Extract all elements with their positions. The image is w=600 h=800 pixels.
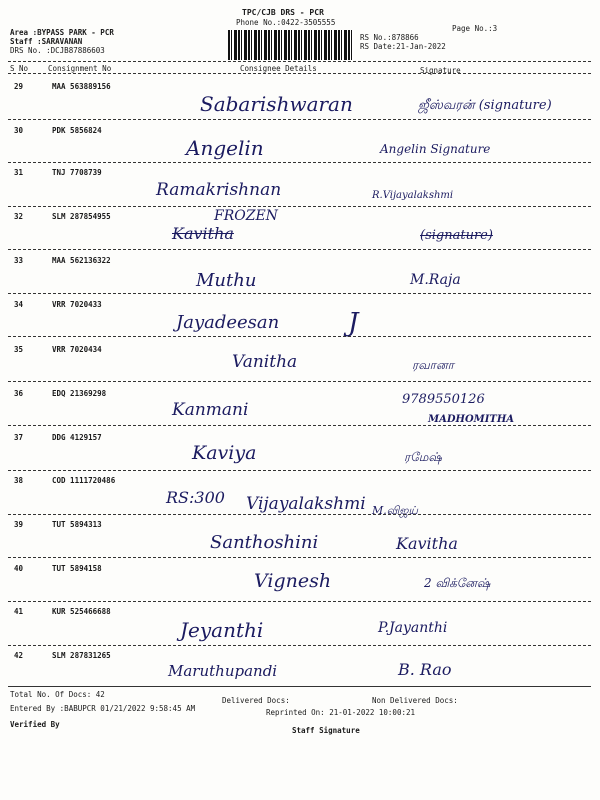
footer-rule (8, 686, 591, 687)
reprinted-on: Reprinted On: 21-01-2022 10:00:21 (266, 708, 416, 717)
row-signature: ஜீஸ்வரன் (signature) (418, 98, 552, 113)
row-consignee: Ramakrishnan (156, 180, 282, 200)
row-divider (8, 425, 591, 426)
row-sno: 33 (14, 256, 24, 265)
row-signature: Kavitha (396, 534, 458, 553)
row-consignee: Kavitha (172, 224, 234, 243)
row-consignment: SLM 287854955 (52, 212, 111, 221)
row-consignment: COD 1111720486 (52, 476, 116, 485)
row-divider (8, 645, 591, 646)
area-label: Area :BYPASS PARK - PCR (10, 28, 114, 37)
row-sno: 41 (14, 607, 24, 616)
row-consignment: VRR 7020433 (52, 300, 102, 309)
row-consignment: SLM 287831265 (52, 651, 111, 660)
row-divider (8, 470, 591, 471)
staff-signature: Staff Signature (292, 726, 360, 735)
row-sno: 30 (14, 126, 24, 135)
row-consignee: Kaviya (192, 442, 257, 464)
col-sno: S No (10, 64, 29, 73)
row-divider (8, 249, 591, 250)
row-signature: ரமேஷ் (404, 450, 442, 464)
row-consignment: KUR 525466688 (52, 607, 111, 616)
row-note: FROZEN (214, 208, 278, 224)
row-consignee: Maruthupandi (168, 662, 278, 680)
row-consignee: Jeyanthi (180, 618, 264, 642)
entered-by: Entered By :BABUPCR 01/21/2022 9:58:45 AM (10, 704, 196, 713)
row-divider (8, 336, 591, 337)
row-signature: Angelin Signature (380, 142, 491, 156)
row-sno: 42 (14, 651, 24, 660)
row-sno: 31 (14, 168, 24, 177)
verified-by: Verified By (10, 720, 60, 729)
row-sno: 34 (14, 300, 24, 309)
row-sno: 29 (14, 82, 24, 91)
delivered-docs: Delivered Docs: (222, 696, 290, 705)
col-consignee: Consignee Details (240, 64, 317, 73)
row-signature: MADHOMITHA (428, 414, 515, 425)
row-consignee: Sabarishwaran (200, 92, 353, 116)
row-consignee: Kanmani (172, 400, 249, 420)
total-docs: Total No. Of Docs: 42 (10, 690, 105, 699)
row-signature: M.விஜய் (372, 504, 418, 517)
row-divider (8, 206, 591, 207)
row-divider (8, 514, 591, 515)
row-sno: 37 (14, 433, 24, 442)
non-delivered-docs: Non Delivered Docs: (372, 696, 458, 705)
row-note: 9789550126 (402, 392, 485, 407)
row-sno: 38 (14, 476, 24, 485)
row-sno: 39 (14, 520, 24, 529)
row-signature: P.Jayanthi (378, 620, 448, 636)
col-consignment: Consignment No (48, 64, 112, 73)
row-consignment: MAA 563889156 (52, 82, 111, 91)
row-divider (8, 381, 591, 382)
row-consignee: Angelin (186, 136, 264, 160)
row-consignee: Muthu (196, 270, 257, 291)
row-signature: (signature) (420, 228, 493, 243)
row-consignee: Santhoshini (210, 532, 319, 553)
row-consignment: EDQ 21369298 (52, 389, 107, 398)
phone-number: Phone No.:0422-3505555 (236, 18, 336, 27)
row-signature: M.Raja (410, 272, 461, 288)
rs-number: RS No.:878866 (360, 33, 419, 42)
row-divider (8, 119, 591, 120)
row-sno: 40 (14, 564, 24, 573)
row-divider (8, 557, 591, 558)
header-rule (8, 61, 591, 62)
row-consignment: TNJ 7708739 (52, 168, 102, 177)
row-divider (8, 601, 591, 602)
drs-number: DRS No. :DCJB87886603 (10, 46, 105, 55)
row-consignment: MAA 562136322 (52, 256, 111, 265)
row-signature: ரவானா (412, 358, 454, 372)
row-divider (8, 293, 591, 294)
row-consignment: TUT 5894158 (52, 564, 102, 573)
row-signature: J (348, 308, 359, 338)
row-sno: 36 (14, 389, 24, 398)
row-divider (8, 162, 591, 163)
staff-label: Staff :SARAVANAN (10, 37, 83, 46)
header-rule (8, 73, 591, 74)
col-signature: Signature (420, 66, 461, 75)
row-signature: 2 விக்னேஷ் (424, 576, 491, 590)
row-note: RS:300 (166, 488, 225, 507)
row-consignment: DDG 4129157 (52, 433, 102, 442)
row-consignee: Jayadeesan (176, 312, 280, 333)
row-sno: 32 (14, 212, 24, 221)
barcode (228, 30, 354, 60)
row-consignment: TUT 5894313 (52, 520, 102, 529)
row-signature: B. Rao (398, 660, 452, 679)
row-consignment: PDK 5856824 (52, 126, 102, 135)
row-sno: 35 (14, 345, 24, 354)
row-consignee: Vanitha (232, 352, 298, 372)
doc-title: TPC/CJB DRS - PCR (242, 8, 324, 17)
row-consignee: Vignesh (254, 570, 332, 592)
row-consignment: VRR 7020434 (52, 345, 102, 354)
page-number: Page No.:3 (452, 24, 498, 33)
row-consignee: Vijayalakshmi (246, 494, 366, 514)
rs-date: RS Date:21-Jan-2022 (360, 42, 446, 51)
row-signature: R.Vijayalakshmi (372, 190, 454, 201)
